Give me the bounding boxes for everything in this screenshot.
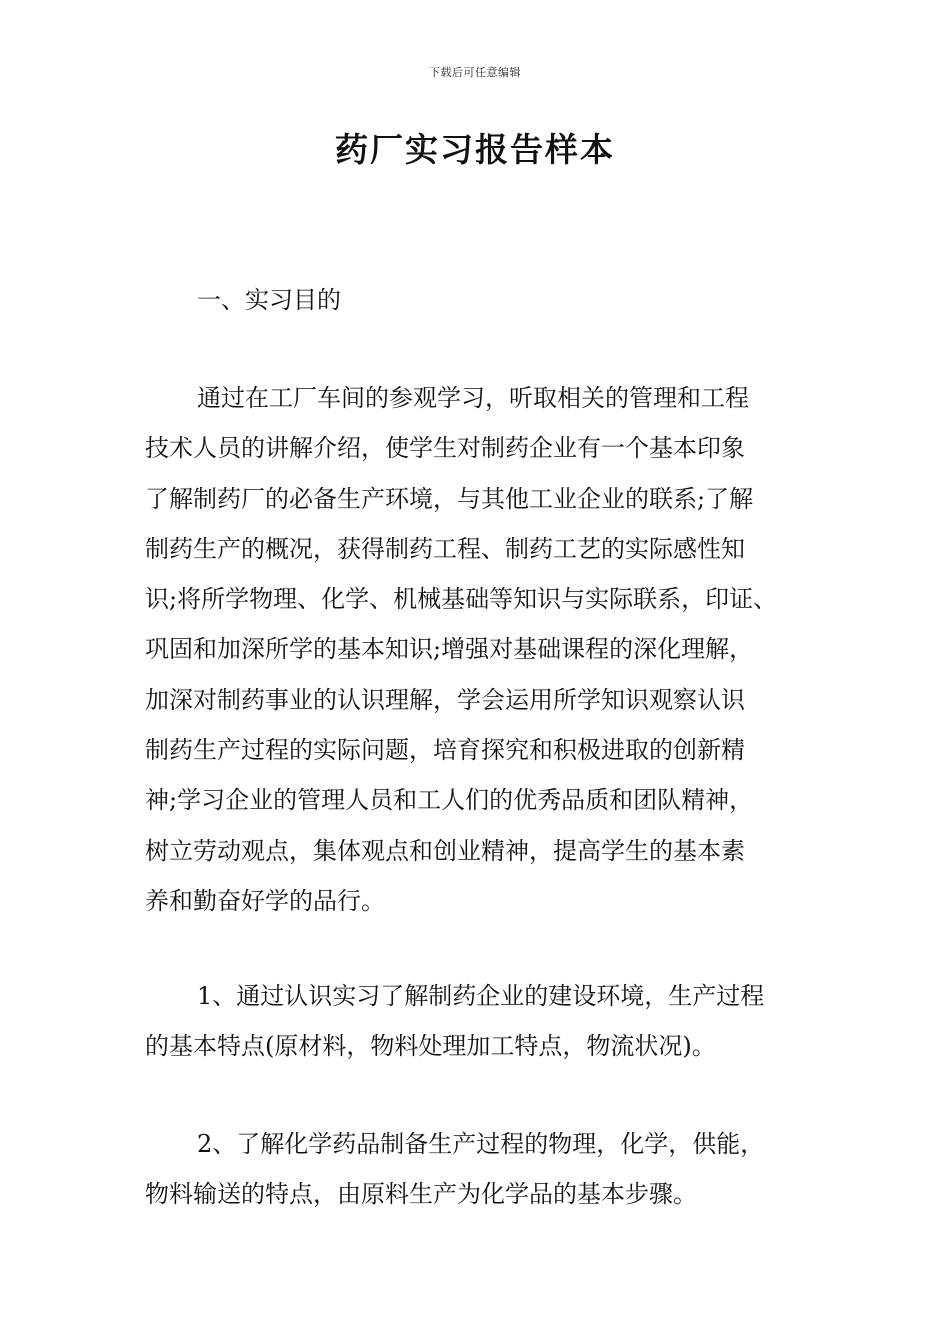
- paragraph-line: 制药生产过程的实际问题，培育探究和积极进取的创新精: [145, 736, 745, 765]
- paragraph-line: 养和勤奋好学的品行。: [145, 886, 385, 915]
- section-heading: 一、实习目的: [197, 286, 341, 314]
- item-2-paragraph: [145, 1119, 815, 1220]
- purpose-paragraph: [145, 373, 815, 926]
- paragraph-line: 了解制药厂的必备生产环境，与其他工业企业的联系;了解: [145, 484, 754, 513]
- header-note: 下载后可任意编辑: [429, 66, 521, 79]
- document-title: 药厂实习报告样本: [335, 130, 615, 169]
- paragraph-line: 巩固和加深所学的基本知识;增强对基础课程的深化理解，: [145, 635, 754, 664]
- paragraph-line: 技术人员的讲解介绍，使学生对制药企业有一个基本印象: [145, 434, 745, 463]
- paragraph-line: 神;学习企业的管理人员和工人们的优秀品质和团队精神，: [145, 786, 754, 815]
- paragraph-line: 通过在工厂车间的参观学习，听取相关的管理和工程: [197, 384, 749, 412]
- paragraph-line: 1、通过认识实习了解制药企业的建设环境，生产过程: [197, 982, 765, 1010]
- paragraph-line: 树立劳动观点，集体观点和创业精神，提高学生的基本素: [145, 836, 745, 865]
- paragraph-line: 2、了解化学药品制备生产过程的物理，化学，供能，: [197, 1130, 765, 1158]
- paragraph-line: 的基本特点(原材料，物料处理加工特点，物流状况)。: [145, 1032, 716, 1061]
- paragraph-line: 识;将所学物理、化学、机械基础等知识与实际联系，印证、: [145, 585, 778, 614]
- paragraph-line: 制药生产的概况，获得制药工程、制药工艺的实际感性知: [145, 534, 745, 563]
- item-1-paragraph: [145, 971, 815, 1072]
- paragraph-line: 加深对制药事业的认识理解，学会运用所学知识观察认识: [145, 685, 745, 714]
- paragraph-line: 物料输送的特点，由原料生产为化学品的基本步骤。: [145, 1180, 697, 1209]
